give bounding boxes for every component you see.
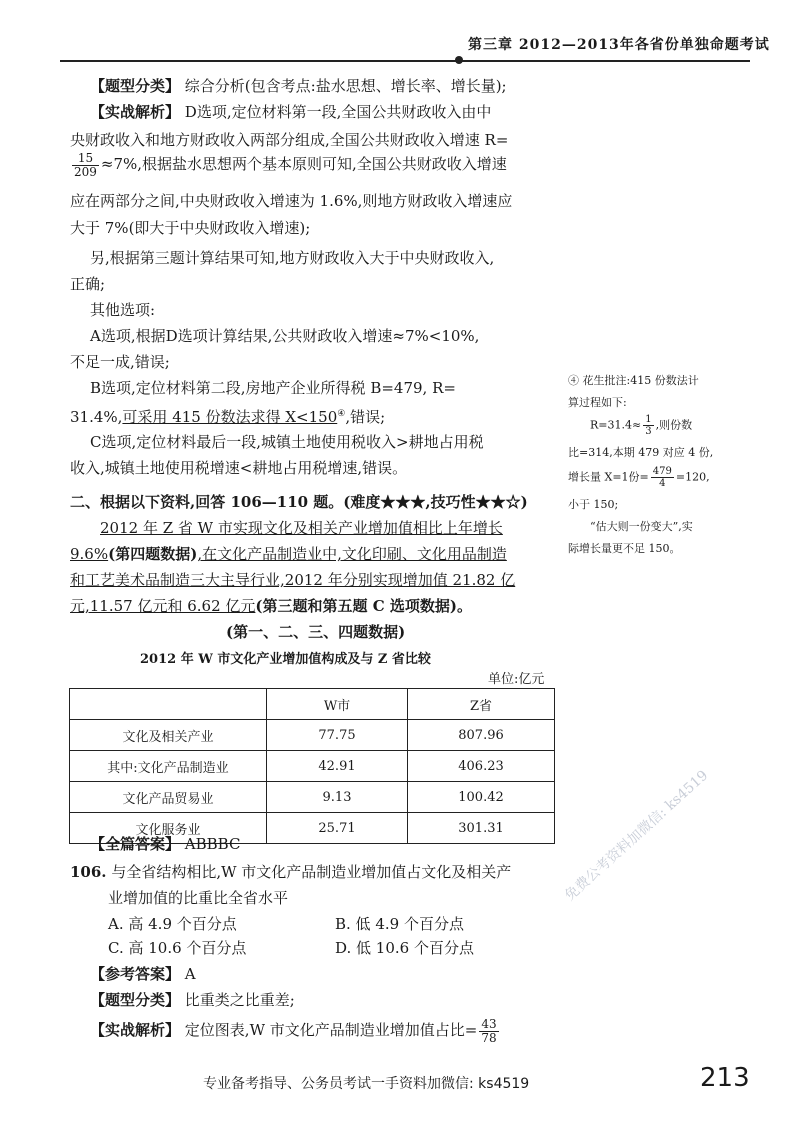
- row-label: 文化服务业: [70, 813, 267, 844]
- w-value: 9.13: [267, 782, 408, 813]
- section-heading: 二、根据以下资料,回答 106—110 题。(难度★★★,技巧性★★☆): [70, 493, 528, 511]
- w-value: 77.75: [267, 720, 408, 751]
- running-header: 第三章 2012—2013年各省份单独命题考试: [468, 37, 770, 53]
- analysis-line-12: 31.4%,可采用 415 份数法求得 X<150④,错误;: [70, 408, 386, 426]
- q106-option-d: D. 低 10.6 个百分点: [335, 939, 474, 957]
- header-rule: [60, 60, 750, 62]
- w-value: 42.91: [267, 751, 408, 782]
- fraction-43-78: $\frac{43}{78}$: [481, 1016, 497, 1045]
- z-value: 807.96: [408, 720, 555, 751]
- table-row: [70, 782, 555, 813]
- side-note-4: 比=314,本期 479 对应 4 份,: [568, 446, 714, 459]
- page-number: 213: [700, 1063, 750, 1093]
- row-label: 文化及相关产业: [70, 720, 267, 751]
- header-dot: [455, 56, 463, 64]
- analysis-line-1: 【实战解析】 D选项,定位材料第一段,全国公共财政收入由中: [90, 103, 492, 121]
- q106-type: 【题型分类】 比重类之比重差;: [90, 991, 295, 1009]
- table-row: [70, 720, 555, 751]
- analysis-line-9: A选项,根据D选项计算结果,公共财政收入增速≈7%<10%,: [90, 327, 480, 345]
- watermark-text: 免费公考资料加微信: ks4519: [562, 767, 712, 905]
- table-header-cell: [70, 689, 267, 720]
- q106-stem-2: 业增加值的比重比全省水平: [108, 889, 289, 907]
- table-title: 2012 年 W 市文化产业增加值构成及与 Z 省比较: [140, 652, 431, 667]
- q106-option-b: B. 低 4.9 个百分点: [335, 915, 464, 933]
- data-table: [69, 688, 555, 844]
- side-note-7: “估大则一份变大”,实: [590, 520, 693, 533]
- analysis-line-4: 应在两部分之间,中央财政收入增速为 1.6%,则地方财政收入增速应: [70, 192, 513, 210]
- side-note-3: R=31.4≈ $\frac{1}{3}$ ,则份数: [590, 414, 693, 437]
- analysis-line-10: 不足一成,错误;: [70, 353, 170, 371]
- analysis-line-2: 央财政收入和地方财政收入两部分组成,全国公共财政收入增速 R=: [70, 131, 509, 149]
- type-line: 【题型分类】 综合分析(包含考点:盐水思想、增长率、增长量);: [90, 77, 507, 95]
- material-line-3: 和工艺美术品制造三大主导行业,2012 年分别实现增加值 21.82 亿: [70, 571, 516, 589]
- z-value: 301.31: [408, 813, 555, 844]
- z-value: 406.23: [408, 751, 555, 782]
- side-note-1: ④ 花生批注:415 份数法计: [568, 374, 699, 387]
- q106-reference-answer: 【参考答案】 A: [90, 965, 196, 983]
- table-header-row: [70, 689, 555, 720]
- material-line-4: 元,11.57 亿元和 6.62 亿元(第三题和第五题 C 选项数据)。: [70, 597, 473, 615]
- analysis-line-7: 正确;: [70, 275, 106, 293]
- footer-promo: 专业备考指导、公务员考试一手资料加微信: ks4519: [203, 1076, 530, 1092]
- data-note: (第一、二、三、四题数据): [226, 623, 406, 641]
- analysis-line-6: 另,根据第三题计算结果可知,地方财政收入大于中央财政收入,: [90, 249, 495, 267]
- w-value: 25.71: [267, 813, 408, 844]
- analysis-line-8: 其他选项:: [90, 301, 156, 319]
- table-header-cell: Z省: [408, 689, 555, 720]
- analysis-line-11: B选项,定位材料第二段,房地产企业所得税 B=479, R=: [90, 379, 456, 397]
- analysis-line-5: 大于 7%(即大于中央财政收入增速);: [70, 219, 311, 237]
- q106-analysis: 【实战解析】 定位图表,W 市文化产品制造业增加值占比= $\frac{43}{78}$: [90, 1016, 497, 1045]
- q106-stem-1: 106. 与全省结构相比,W 市文化产品制造业增加值占文化及相关产: [70, 863, 512, 881]
- side-note-8: 际增长量更不足 150。: [568, 542, 681, 555]
- analysis-line-13: C选项,定位材料最后一段,城镇土地使用税收入>耕地占用税: [90, 433, 484, 451]
- q106-option-a: A. 高 4.9 个百分点: [108, 915, 237, 933]
- table-header-cell: W市: [267, 689, 408, 720]
- row-label: 文化产品贸易业: [70, 782, 267, 813]
- material-line-2: 9.6%(第四题数据),在文化产品制造业中,文化印刷、文化用品制造: [70, 545, 507, 563]
- row-label: 其中:文化产品制造业: [70, 751, 267, 782]
- q106-option-c: C. 高 10.6 个百分点: [108, 939, 247, 957]
- side-note-2: 算过程如下:: [568, 396, 627, 409]
- fraction-15-209: $\frac{15}{209}$: [74, 150, 97, 179]
- side-note-5: 增长量 X=1份= $\frac{479}{4}$ =120,: [568, 466, 710, 489]
- analysis-line-14: 收入,城镇土地使用税增速<耕地占用税增速,错误。: [70, 459, 408, 477]
- analysis-line-3: $\frac{15}{209}$ ≈7%,根据盐水思想两个基本原则可知,全国公共财政收入增速: [74, 150, 507, 179]
- unit-label: 单位:亿元: [488, 672, 545, 687]
- all-answers: 【全篇答案】 ABBBC: [90, 835, 241, 853]
- table-row: [70, 751, 555, 782]
- side-note-6: 小于 150;: [568, 498, 619, 511]
- material-line-1: 2012 年 Z 省 W 市实现文化及相关产业增加值相比上年增长: [100, 519, 503, 537]
- z-value: 100.42: [408, 782, 555, 813]
